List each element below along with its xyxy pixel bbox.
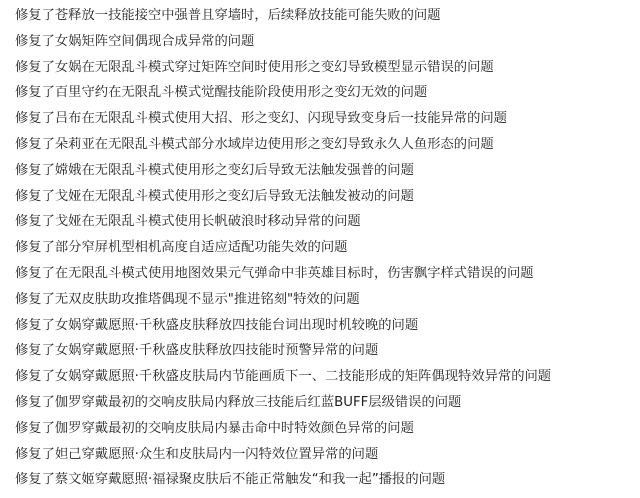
list-item: 修复了朵莉亚在无限乱斗模式部分水域岸边使用形之变幻导致永久人鱼形态的问题	[15, 136, 494, 152]
list-item: 修复了伽罗穿戴最初的交响皮肤局内暴击命中时特效颜色异常的问题	[15, 420, 414, 436]
list-item: 修复了蔡文姬穿戴愿照·福禄聚皮肤后不能正常触发“和我一起”播报的问题	[15, 472, 446, 488]
list-item: 修复了女娲穿戴愿照·千秋盛皮肤局内节能画质下一、二技能形成的矩阵偶现特效异常的问题	[15, 369, 552, 385]
list-item: 修复了女娲穿戴愿照·千秋盛皮肤释放四技能台词出现时机较晚的问题	[15, 317, 419, 333]
list-item: 修复了妲己穿戴愿照·众生和皮肤局内一闪特效位置异常的问题	[15, 446, 379, 462]
list-item: 修复了无双皮肤助攻推塔偶现不显示"推进铭刻"特效的问题	[15, 291, 360, 307]
list-item: 修复了女娲矩阵空间偶现合成异常的问题	[15, 33, 255, 49]
list-item: 修复了嫦娥在无限乱斗模式使用形之变幻后导致无法触发强普的问题	[15, 162, 414, 178]
list-item: 修复了吕布在无限乱斗模式使用大招、形之变幻、闪现导致变身后一技能异常的问题	[15, 111, 507, 127]
list-item: 修复了百里守约在无限乱斗模式觉醒技能阶段使用形之变幻无效的问题	[15, 85, 428, 101]
list-item: 修复了女娲在无限乱斗模式穿过矩阵空间时使用形之变幻导致模型显示错误的问题	[15, 59, 494, 75]
list-item: 修复了苍释放一技能接空中强普且穿墙时，后续释放技能可能失败的问题	[15, 8, 441, 23]
list-item: 修复了在无限乱斗模式使用地图效果元气弹命中非英雄目标时，伤害飘字样式错误的问题	[15, 265, 534, 281]
list-item: 修复了戈娅在无限乱斗模式使用形之变幻后导致无法触发被动的问题	[15, 188, 414, 204]
list-item: 修复了伽罗穿戴最初的交响皮肤局内释放三技能后红蓝BUFF层级错误的问题	[15, 394, 462, 410]
changelog-list	[15, 3, 640, 493]
list-item: 修复了部分窄屏机型相机高度自适应适配功能失效的问题	[15, 240, 348, 256]
list-item: 修复了戈娅在无限乱斗模式使用长帆破浪时移动异常的问题	[15, 214, 361, 230]
list-item: 修复了女娲穿戴愿照·千秋盛皮肤释放四技能时预警异常的问题	[15, 343, 379, 359]
